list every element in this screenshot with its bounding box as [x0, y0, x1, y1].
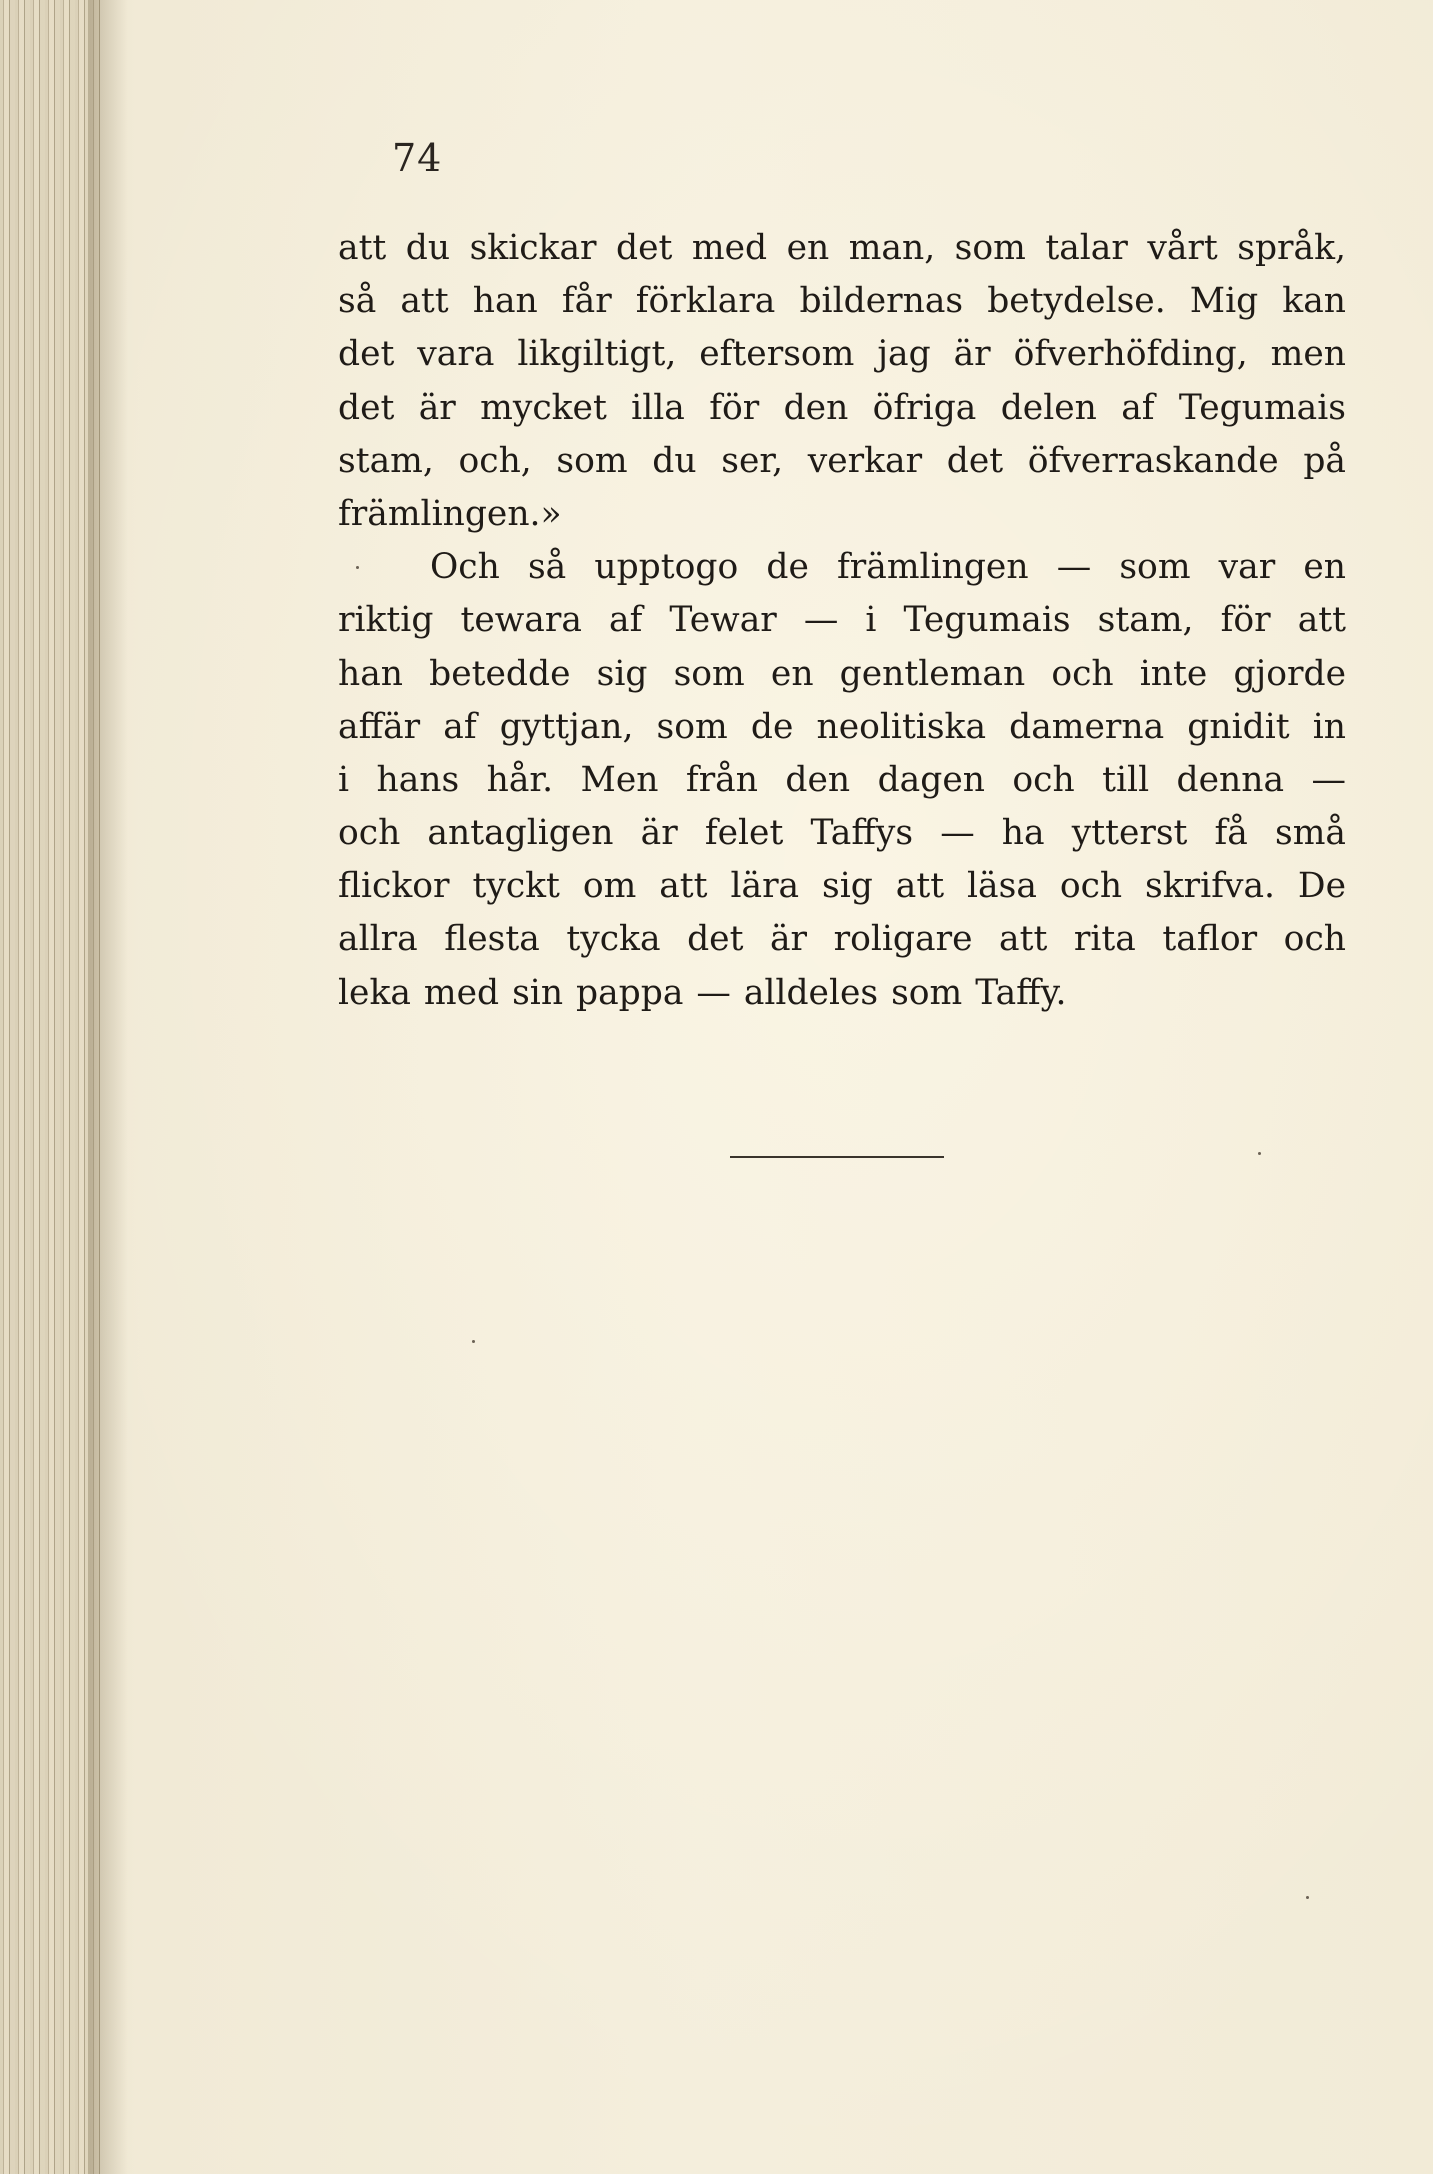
text-line: och antagligen är felet Taffys — ha ytterst få små [338, 813, 1346, 854]
text-line: leka med sin pappa — alldeles som Taffy. [338, 972, 1067, 1013]
paper-speck [356, 566, 359, 569]
page-number: 74 [392, 136, 443, 180]
binding-shadow [88, 0, 128, 2174]
paper-speck [1258, 1152, 1261, 1155]
text-line: flickor tyckt om att lära sig att läsa och skrifva. De [338, 866, 1346, 907]
text-line: det är mycket illa för den öfriga delen af Tegumais [338, 387, 1346, 428]
text-line: riktig tewara af Tewar — i Tegumais stam, för att [338, 600, 1346, 641]
text-line: allra flesta tycka det är roligare att rita taflor och [338, 919, 1346, 960]
paper-speck [472, 1340, 475, 1343]
text-line: stam, och, som du ser, verkar det öfverraskande på [338, 440, 1346, 481]
text-line: att du skickar det med en man, som talar vårt språk, [338, 228, 1346, 268]
text-line: så att han får förklara bildernas betydelse. Mig kan [338, 281, 1346, 322]
text-line: i hans hår. Men från den dagen och till denna — [338, 759, 1346, 800]
text-line: affär af gyttjan, som de neolitiska damerna gnidit in [338, 706, 1346, 747]
text-line: han betedde sig som en gentleman och inte gjorde [338, 653, 1346, 694]
text-line: främlingen.» [338, 493, 562, 534]
book-binding-edge [0, 0, 100, 2174]
body-text [338, 222, 1346, 1020]
text-line: det vara likgiltigt, eftersom jag är öfverhöfding, men [338, 334, 1346, 375]
text-line-indented: Och så upptogo de främlingen — som var en [430, 547, 1346, 588]
section-divider-rule [730, 1156, 944, 1158]
paper-speck [1306, 1896, 1309, 1899]
